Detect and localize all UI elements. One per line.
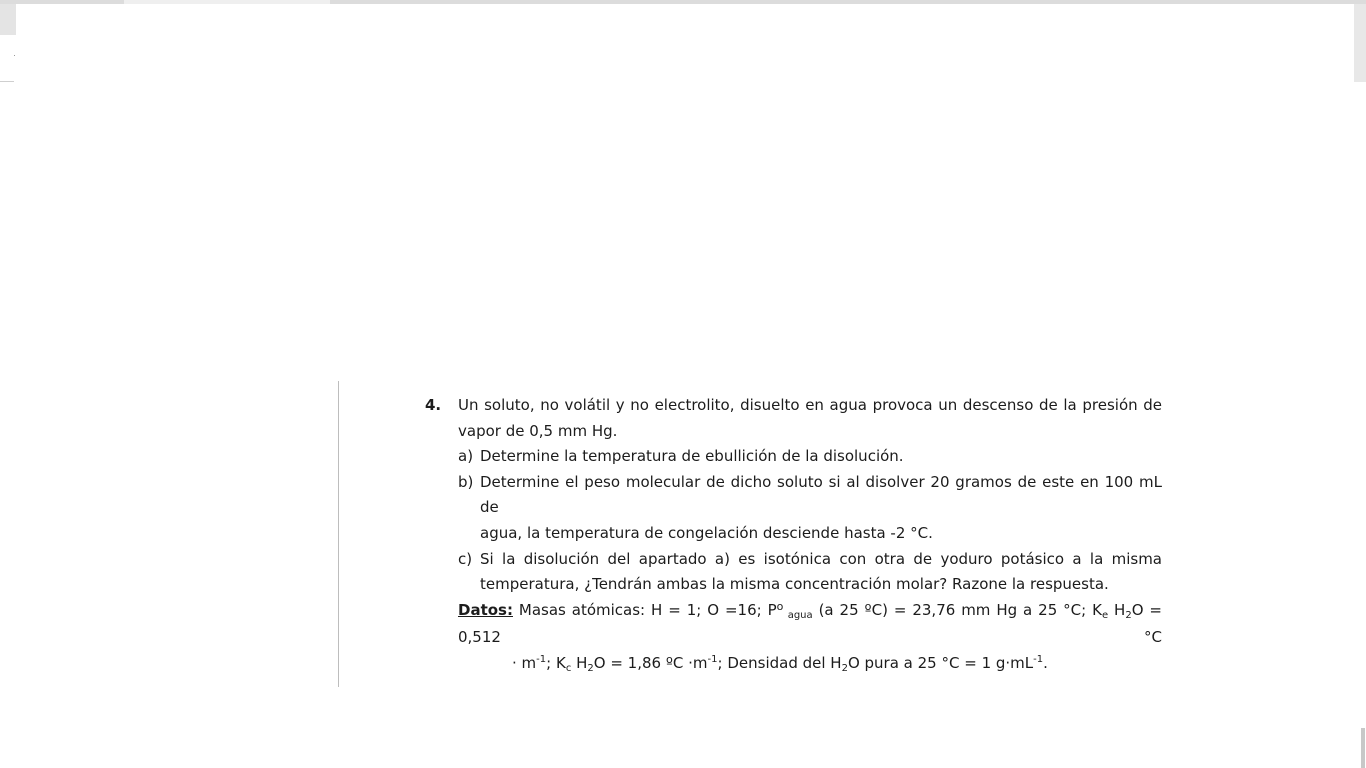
datos-text: · m (512, 653, 537, 672)
header-banner (16, 4, 1354, 82)
sub-item-text-continued: temperatura, ¿Tendrán ambas la misma concentración molar? Razone la respuesta. (480, 575, 1109, 594)
datos-line-1 (458, 598, 1162, 651)
ruler-line (0, 81, 14, 82)
datos-text: . (1043, 653, 1048, 672)
superscript: -1 (536, 653, 547, 665)
sub-item-label: c) (458, 549, 473, 568)
scrollbar-thumb[interactable] (1361, 728, 1365, 768)
question-number: 4. (425, 396, 442, 414)
left-margin-block (0, 4, 16, 35)
subscript-2: 2 (1125, 609, 1132, 621)
stem-line-1: Un soluto, no volátil y no electrolito, disuelto en agua provoca un descenso de la presión de (458, 396, 1162, 414)
datos-text: H (1108, 600, 1126, 619)
left-border-rule (338, 381, 339, 687)
subscript-2: 2 (587, 662, 594, 674)
sub-item-c (458, 547, 1162, 598)
ruler-tick (14, 55, 15, 56)
subscript-e: e (1101, 609, 1109, 621)
sub-item-text: Si la disolución del apartado a) es isotónica con otra de yoduro potásico a la misma (480, 549, 1162, 568)
sub-item-label: b) (458, 472, 474, 491)
stem-line-2: vapor de 0,5 mm Hg. (458, 421, 618, 440)
datos-label: Datos: (458, 600, 513, 619)
datos-text: O = 0,512 °C (458, 600, 1162, 647)
sub-item-text: Determine la temperatura de ebullición de la disolución. (480, 447, 904, 466)
datos-text: ; K (546, 653, 566, 672)
embedded-question-image (338, 381, 1178, 687)
datos-block (458, 598, 1162, 679)
sub-item-text-continued: agua, la temperatura de congelación desciende hasta -2 °C. (480, 523, 933, 542)
datos-text: (a 25 ºC) = 23,76 mm Hg a 25 °C; K (812, 600, 1102, 619)
datos-text: H (571, 653, 588, 672)
datos-text: O pura a 25 °C = 1 g·mL (847, 653, 1034, 672)
subscript-c: c (565, 662, 572, 674)
datos-text: Masas atómicas: H = 1; O =16; P (512, 600, 777, 619)
sub-item-a (458, 444, 1162, 470)
sub-item-text: Determine el peso molecular de dicho soluto si al disolver 20 gramos de este en 100 mL de (480, 472, 1162, 517)
datos-line-2 (458, 651, 1162, 679)
superscript: -1 (707, 653, 718, 665)
sub-item-b (458, 470, 1162, 547)
degree-mark: o (776, 599, 784, 613)
subscript-agua: agua (783, 609, 813, 621)
question-text-block (425, 393, 1162, 679)
datos-text: ; Densidad del H (717, 653, 842, 672)
question-stem (425, 393, 1162, 444)
right-margin-block (1354, 4, 1366, 82)
subscript-2: 2 (841, 662, 848, 674)
datos-text: O = 1,86 ºC ·m (593, 653, 708, 672)
sub-item-label: a) (458, 447, 474, 466)
superscript: -1 (1033, 653, 1044, 665)
